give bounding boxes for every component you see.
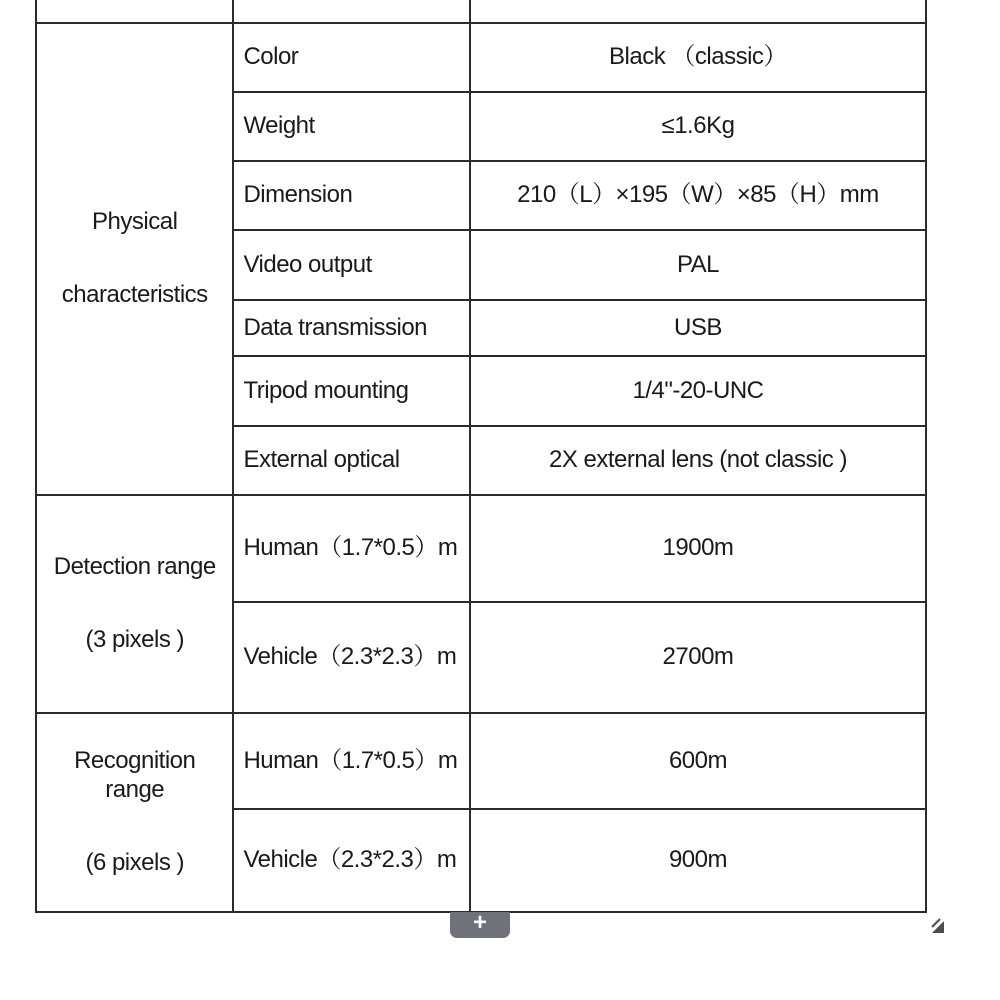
value-cell: USB xyxy=(470,300,926,356)
parameter-cell: External optical xyxy=(233,426,470,495)
parameter-cell: Human（1.7*0.5）m xyxy=(233,713,470,809)
value-cell: 1900m xyxy=(470,495,926,602)
expand-button[interactable] xyxy=(450,909,510,938)
parameter-cell: Color xyxy=(233,23,470,92)
plus-icon: + xyxy=(472,909,487,936)
category-cell xyxy=(36,0,233,23)
parameter-cell: Data transmission xyxy=(233,300,470,356)
category-label: Physical xyxy=(92,208,178,236)
parameter-cell: Human（1.7*0.5）m xyxy=(233,495,470,602)
parameter-cell: Vehicle（2.3*2.3）m xyxy=(233,809,470,912)
table-row xyxy=(36,0,926,23)
resize-corner-icon[interactable] xyxy=(930,913,946,935)
category-label: (3 pixels ) xyxy=(85,626,184,653)
value-cell: Black （classic） xyxy=(470,23,926,92)
value-cell: 2700m xyxy=(470,602,926,713)
category-cell-detection xyxy=(36,495,233,713)
parameter-cell: Vehicle（2.3*2.3）m xyxy=(233,602,470,713)
category-cell-physical xyxy=(36,23,233,495)
value-cell: PAL xyxy=(470,230,926,300)
parameter-cell xyxy=(233,0,470,23)
value-cell: 2X external lens (not classic ) xyxy=(470,426,926,495)
value-cell: 600m xyxy=(470,713,926,809)
parameter-cell: Weight xyxy=(233,92,470,161)
category-label: (6 pixels ) xyxy=(85,848,184,876)
parameter-cell: Video output xyxy=(233,230,470,300)
value-cell: 210（L）×195（W）×85（H）mm xyxy=(470,161,926,230)
table-row xyxy=(36,713,926,809)
table-row xyxy=(36,23,926,92)
value-cell: 1/4"-20-UNC xyxy=(470,356,926,426)
parameter-cell: Tripod mounting xyxy=(233,356,470,426)
table-row xyxy=(36,495,926,602)
value-cell: ≤1.6Kg xyxy=(470,92,926,161)
category-label: Recognition range xyxy=(74,747,196,804)
spec-table xyxy=(35,0,927,913)
value-cell: 900m xyxy=(470,809,926,912)
category-label: characteristics xyxy=(61,281,208,308)
parameter-cell: Dimension xyxy=(233,161,470,230)
category-label: Detection range xyxy=(53,553,216,581)
category-cell-recognition xyxy=(36,713,233,912)
value-cell xyxy=(470,0,926,23)
